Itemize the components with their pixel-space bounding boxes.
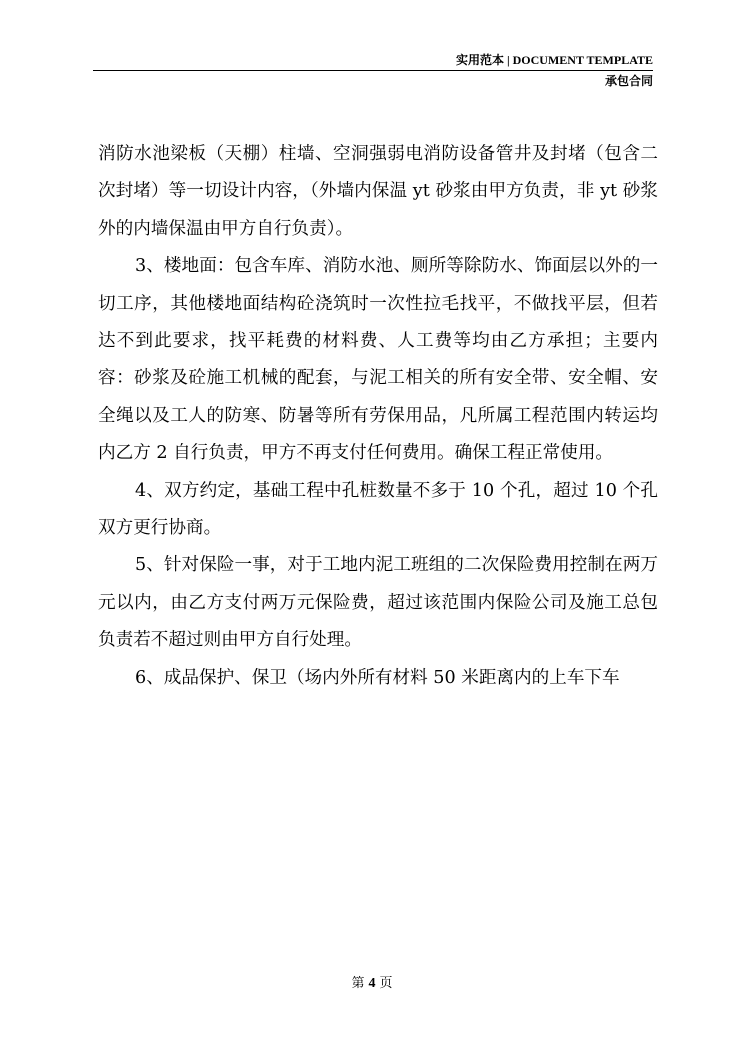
paragraph-clause-4: 4、双方约定，基础工程中孔桩数量不多于 10 个孔，超过 10 个孔双方更行协商。: [98, 480, 658, 539]
paragraph-continuation: 消防水池梁板（天棚）柱墙、空洞强弱电消防设备管井及封堵（包含二次封堵）等一切设计内容，（外墙内保温 yt 砂浆由甲方负责，非 yt 砂浆外的内墙保温由甲方自行负责）。: [98, 144, 658, 239]
document-body: [98, 136, 658, 697]
paragraph-clause-6: 6、成品保护、保卫（场内外所有材料 50 米距离内的上车下车: [135, 667, 620, 688]
footer-suffix: 页: [379, 975, 393, 990]
paragraph-clause-5: 5、针对保险一事，对于工地内泥工班组的二次保险费用控制在两万元以内，由乙方支付两万元保险费，超过该范围内保险公司及施工总包负责若不超过则由甲方自行处理。: [98, 555, 658, 651]
paragraph-clause-3: 3、楼地面：包含车库、消防水池、厕所等除防水、饰面层以外的一切工序，其他楼地面结构砼浇筑时一次性拉毛找平，不做找平层，但若达不到此要求，找平耗费的材料费、人工费等均由乙方承担；主要内容：砂浆及砼施工机械的配套，与泥工相关的所有安全带、安全帽、安全绳以及工人的防寒、防暑等所有劳保用品，凡所属工程范围内转运均内乙方 2 自行负责，甲方不再支付任何费用。确保工程正常使用。: [98, 256, 658, 464]
page-footer: [0, 974, 744, 993]
header-rule: [93, 70, 653, 71]
page-header: [93, 52, 653, 90]
header-brand: 实用范本 | DOCUMENT TEMPLATE: [456, 53, 653, 67]
footer-prefix: 第: [351, 975, 365, 990]
header-doc-type: 承包合同: [604, 74, 653, 88]
page-number: 4: [368, 976, 376, 991]
